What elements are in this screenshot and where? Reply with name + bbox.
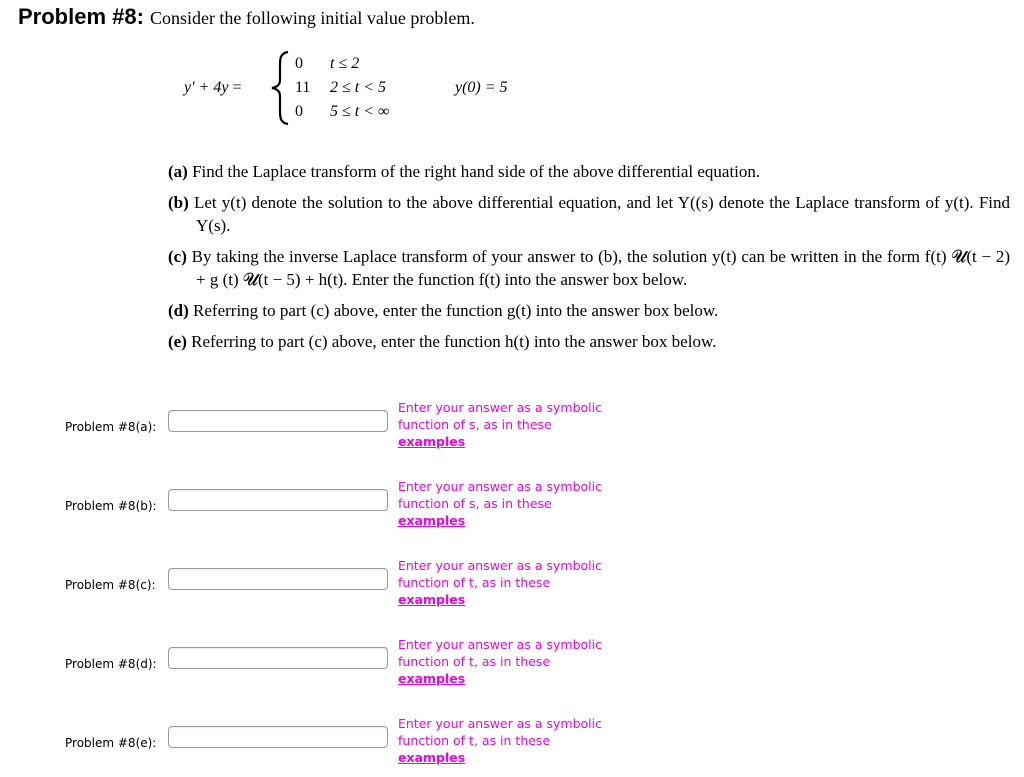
examples-link[interactable]: examples <box>398 592 466 607</box>
hint-line: Enter your answer as a symbolic <box>398 637 602 652</box>
part-c <box>168 245 1010 291</box>
examples-link[interactable]: examples <box>398 671 466 686</box>
answer-hint <box>398 399 602 450</box>
equation-lhs <box>184 79 242 97</box>
part-tag: (a) <box>168 162 188 181</box>
problem-intro: Consider the following initial value problem. <box>149 8 475 28</box>
answer-input-e[interactable] <box>168 726 388 748</box>
hint-line: function of s, as in these <box>398 417 552 432</box>
answer-label: Problem #8(c): <box>65 578 156 592</box>
part-b <box>168 191 1010 237</box>
problem-parts <box>168 160 1010 361</box>
answer-row-b <box>0 478 1024 538</box>
part-a <box>168 160 1010 183</box>
case-condition-2: 2 ≤ t < 5 <box>330 79 387 96</box>
part-d <box>168 299 1010 322</box>
examples-link[interactable]: examples <box>398 434 466 449</box>
answer-hint <box>398 636 602 687</box>
part-tag: (b) <box>168 193 189 212</box>
part-text: Referring to part (c) above, enter the function h(t) into the answer box below. <box>191 332 717 351</box>
answer-input-d[interactable] <box>168 647 388 669</box>
part-text: Find the Laplace transform of the right hand side of the above differential equation. <box>192 162 761 181</box>
hint-line: function of t, as in these <box>398 654 551 669</box>
answer-row-a <box>0 399 1024 459</box>
hint-line: Enter your answer as a symbolic <box>398 716 602 731</box>
case-value-3: 0 <box>295 103 303 120</box>
left-brace-icon <box>269 50 291 126</box>
part-tag: (c) <box>168 247 187 266</box>
equation-equals: = <box>228 79 242 96</box>
hint-line: function of t, as in these <box>398 575 551 590</box>
part-e <box>168 330 1010 353</box>
examples-link[interactable]: examples <box>398 513 466 528</box>
problem-number: Problem #8: <box>18 4 144 29</box>
problem-header <box>18 4 475 30</box>
answer-row-e <box>0 715 1024 775</box>
answer-label: Problem #8(e): <box>65 736 157 750</box>
answer-row-d <box>0 636 1024 696</box>
answer-hint <box>398 715 602 766</box>
part-tag: (d) <box>168 301 189 320</box>
case-value-2: 11 <box>295 79 311 96</box>
equation-lhs-prefix: y′ + 4 <box>184 79 222 96</box>
answer-hint <box>398 557 602 608</box>
answer-hint <box>398 478 602 529</box>
hint-line: Enter your answer as a symbolic <box>398 558 602 573</box>
answer-row-c <box>0 557 1024 617</box>
initial-condition: y(0) = 5 <box>455 79 508 96</box>
case-condition-1: t ≤ 2 <box>330 55 360 72</box>
case-condition-3: 5 ≤ t < ∞ <box>330 103 390 120</box>
answer-input-a[interactable] <box>168 410 388 432</box>
answer-label: Problem #8(b): <box>65 499 157 513</box>
hint-line: Enter your answer as a symbolic <box>398 479 602 494</box>
answer-input-b[interactable] <box>168 489 388 511</box>
answer-label: Problem #8(a): <box>65 420 157 434</box>
part-text: Referring to part (c) above, enter the function g(t) into the answer box below. <box>193 301 719 320</box>
answer-input-c[interactable] <box>168 568 388 590</box>
examples-link[interactable]: examples <box>398 750 466 765</box>
hint-line: Enter your answer as a symbolic <box>398 400 602 415</box>
hint-line: function of s, as in these <box>398 496 552 511</box>
part-text: By taking the inverse Laplace transform of your answer to (b), the solution y(t) can be written in the form f(t) 𝓤(t − 2) + g (t) 𝓤(t − 5) + h(t). Enter the function f(t) into the answer box below. <box>191 247 1010 289</box>
part-tag: (e) <box>168 332 187 351</box>
hint-line: function of t, as in these <box>398 733 551 748</box>
part-text: Let y(t) denote the solution to the above differential equation, and let Y((s) denote the Laplace transform of y(t). Find Y(s). <box>193 193 1010 235</box>
case-value-1: 0 <box>295 55 303 72</box>
equation-lhs-var: y <box>221 79 229 96</box>
answer-label: Problem #8(d): <box>65 657 157 671</box>
